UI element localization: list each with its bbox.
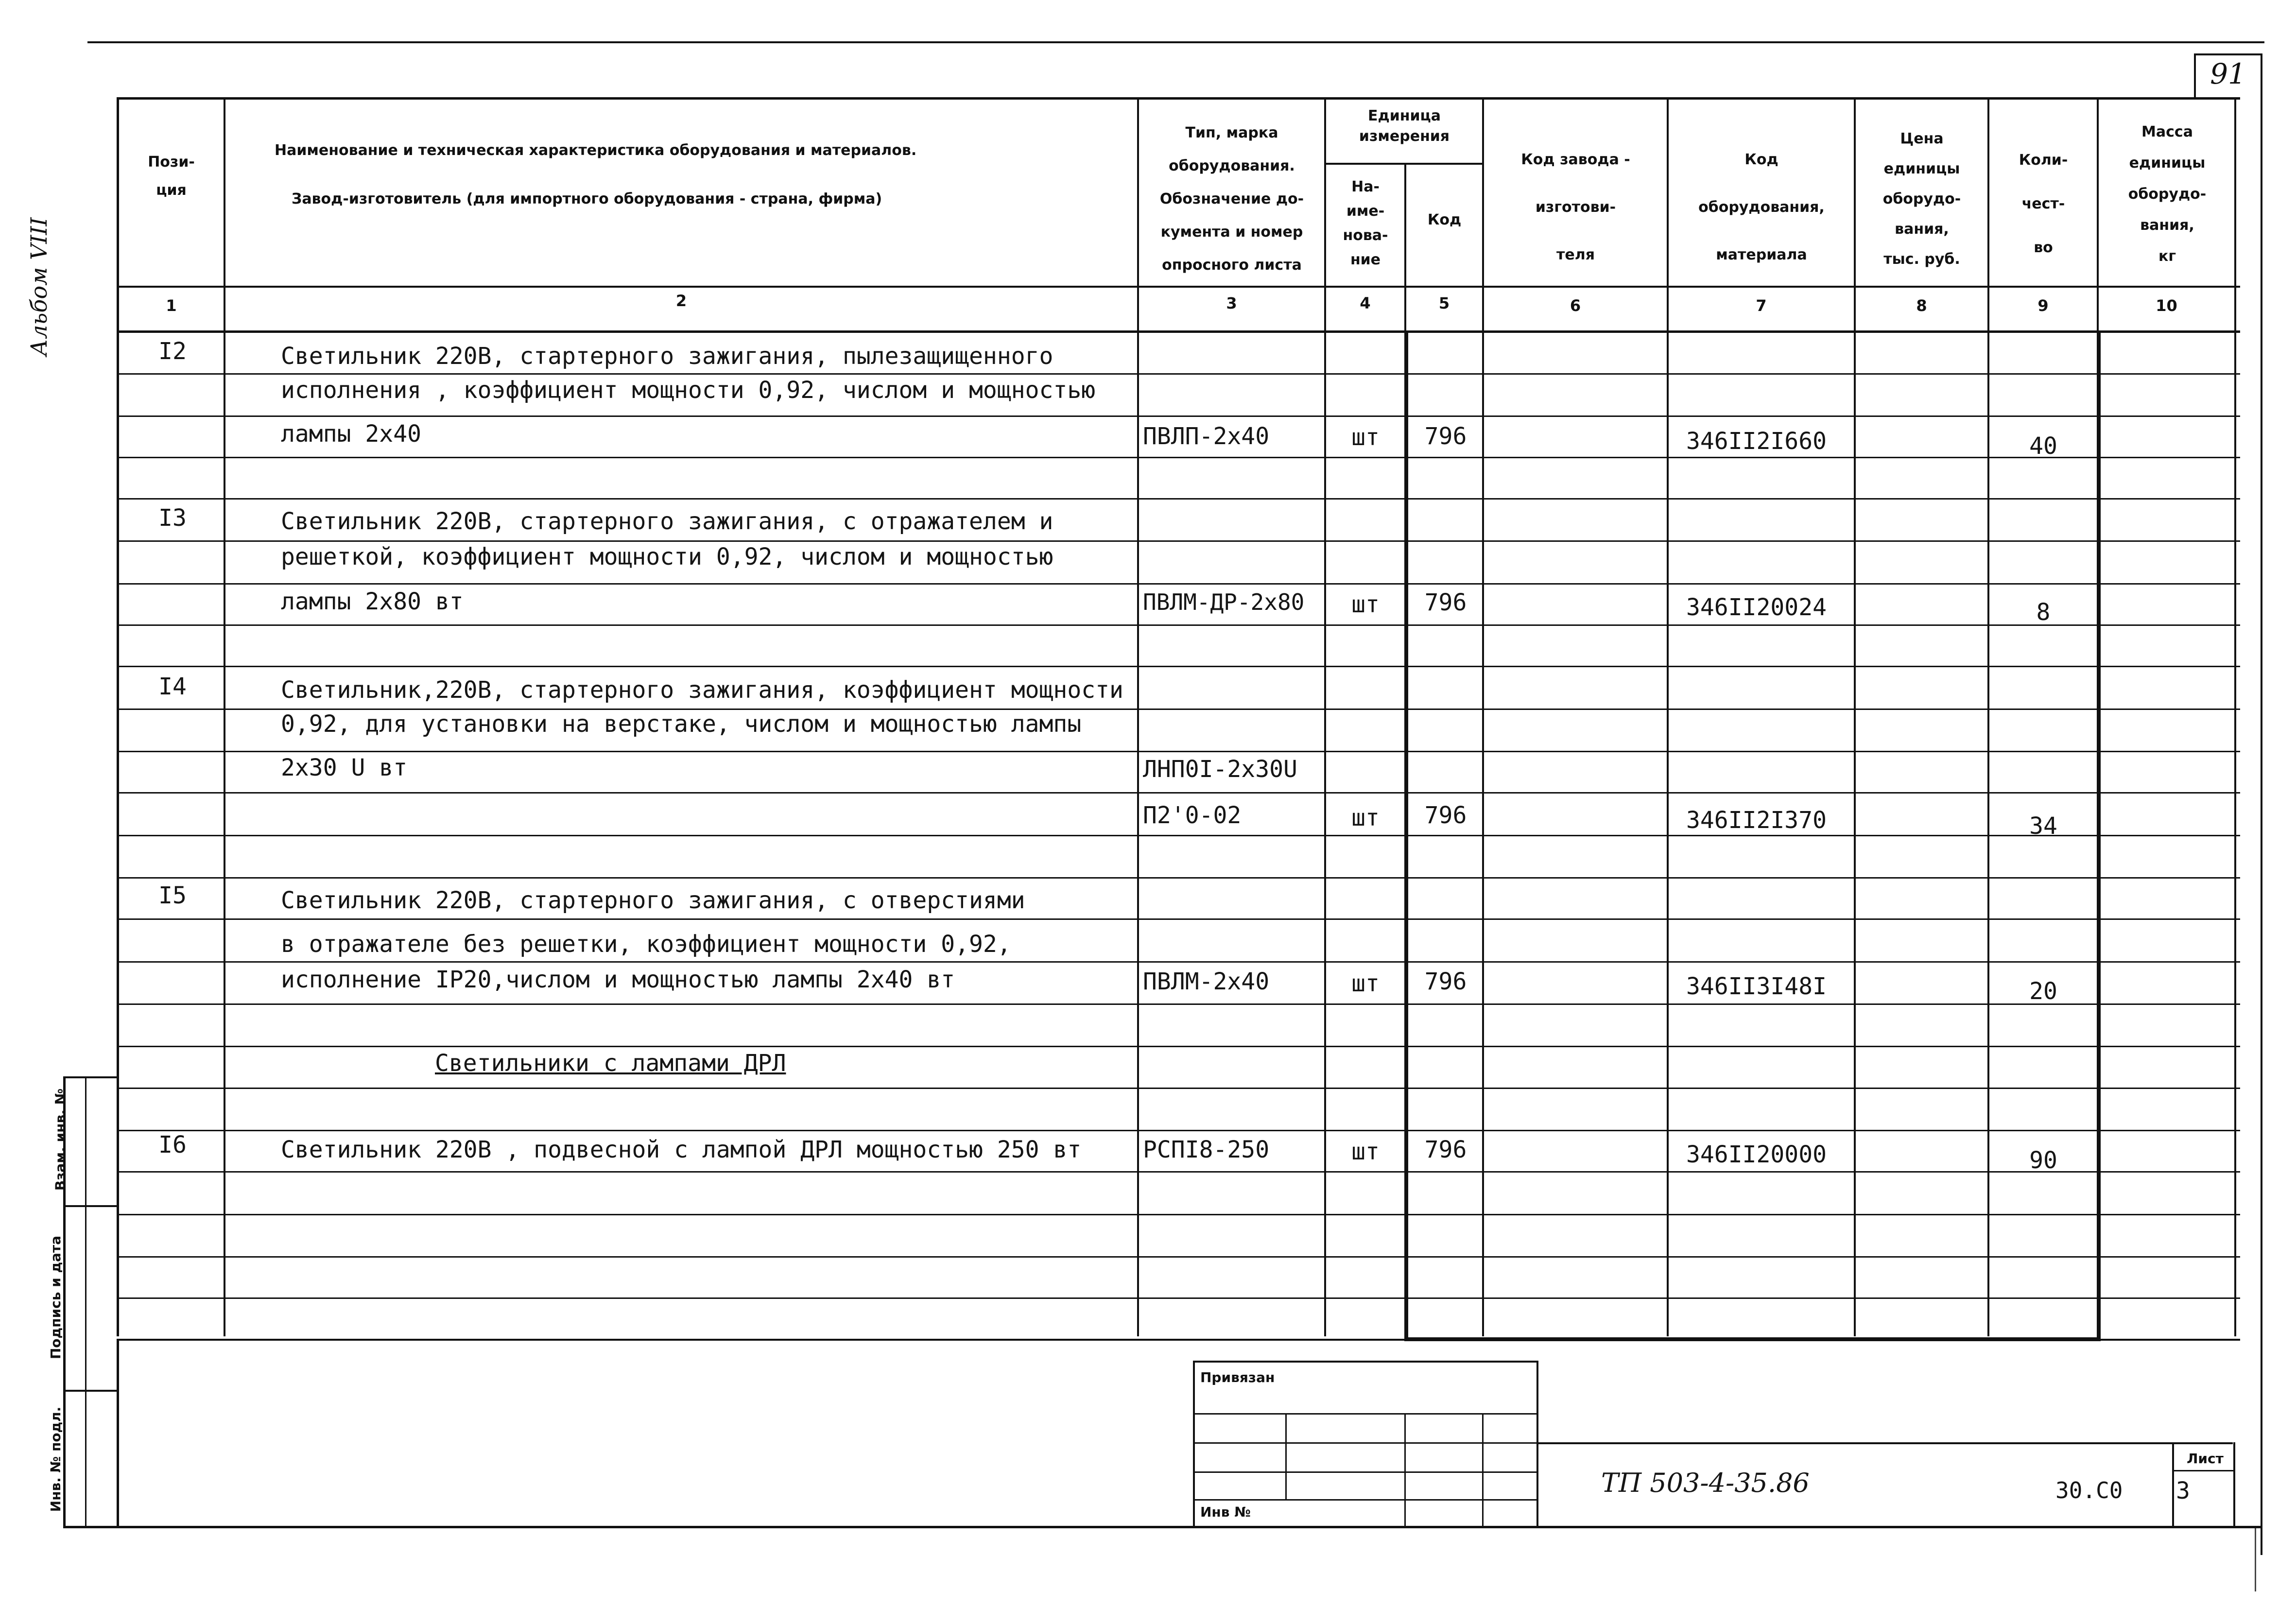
item-qty: 40 — [2029, 432, 2057, 460]
col-number-10: 10 — [2156, 296, 2177, 315]
item-desc-line: лампы 2х80 вт — [281, 588, 464, 615]
bound-stamp-row — [1193, 1499, 1538, 1501]
row-line — [117, 1214, 2240, 1215]
item-desc-line: лампы 2х40 — [281, 420, 421, 448]
header-col2-line1: Наименование и техническая характеристика оборудования и материалов. — [275, 142, 917, 159]
item-unit: шт — [1351, 424, 1380, 451]
item-unit: шт — [1351, 591, 1380, 618]
bound-stamp-col — [1285, 1413, 1287, 1501]
header-col7: Код оборудования, материала — [1698, 151, 1825, 263]
row-line — [117, 457, 2240, 458]
item-unit-code: 796 — [1424, 968, 1467, 995]
page-number-box-left — [2194, 53, 2196, 98]
col-sep-7 — [1854, 97, 1856, 1336]
bound-stamp-top — [1193, 1361, 1538, 1363]
item-code: 346II20000 — [1686, 1141, 1827, 1168]
item-desc-line: исполнения , коэффициент мощности 0,92, числом и мощностью — [281, 377, 1096, 404]
item-type: ПВЛМ-ДР-2х80 — [1143, 589, 1305, 615]
title-block-line — [1538, 1442, 2233, 1444]
row-line — [117, 877, 2240, 879]
row-line — [117, 1171, 2240, 1173]
header-col1: Пози- ция — [148, 154, 195, 199]
row-line — [117, 751, 2240, 752]
item-pos: I6 — [158, 1131, 187, 1158]
item-desc-line: исполнение IP20,числом и мощностью лампы 2х40 вт — [281, 966, 955, 993]
item-code: 346II2I660 — [1686, 428, 1827, 455]
col-sep-8 — [1987, 97, 1989, 1336]
row-line — [117, 1003, 2240, 1005]
side-stamp-sep1 — [63, 1205, 119, 1207]
header-col2-line2: Завод-изготовитель (для импортного оборудования - страна, фирма) — [292, 190, 882, 207]
header-bottom-line — [117, 286, 2240, 288]
bound-stamp-col — [1404, 1413, 1406, 1527]
table-frame-left — [117, 97, 119, 1336]
row-line — [117, 835, 2240, 836]
col-number-8: 8 — [1916, 296, 1927, 315]
item-qty: 20 — [2029, 978, 2057, 1005]
item-desc-line: Светильник 220В, стартерного зажигания, с отражателем и — [281, 508, 1053, 535]
doc-code: ТП 503-4-35.86 — [1601, 1468, 1810, 1498]
row-line — [117, 583, 2240, 585]
bound-stamp-row — [1193, 1442, 1538, 1444]
item-unit-code: 796 — [1424, 802, 1467, 829]
item-code: 346II3I48I — [1686, 973, 1827, 1000]
item-desc-line: Светильник 220В, стартерного зажигания, пылезащищенного — [281, 343, 1053, 370]
item-pos: I3 — [158, 504, 187, 532]
item-qty: 90 — [2029, 1147, 2057, 1174]
item-type-line2: П2'0-02 — [1143, 802, 1242, 829]
item-desc-line: Светильник 220В, стартерного зажигания, с отверстиями — [281, 887, 1025, 914]
item-desc-line: решеткой, коэффициент мощности 0,92, числом и мощностью — [281, 543, 1053, 570]
col-sep-3 — [1324, 97, 1326, 1336]
row-line — [117, 373, 2240, 375]
item-desc-line: Светильник 220В , подвесной с лампой ДРЛ мощностью 250 вт — [281, 1136, 1082, 1163]
sheet-code: 30.С0 — [2055, 1477, 2123, 1503]
page-number-box-right — [2261, 53, 2262, 1555]
archive-note: Альбом VIII — [26, 217, 52, 356]
row-line — [117, 666, 2240, 667]
table-frame-top — [117, 97, 2240, 100]
row-line — [117, 624, 2240, 626]
sheet-number: 3 — [2176, 1477, 2190, 1504]
col-sep-10 — [2234, 97, 2236, 1336]
right-margin-tick — [2255, 1528, 2256, 1591]
col-number-2: 2 — [675, 292, 687, 310]
bound-stamp-right — [1536, 1361, 1538, 1528]
side-label-inv-orig: Инв. № подл. — [48, 1406, 64, 1512]
col-number-5: 5 — [1438, 294, 1450, 312]
item-desc-line: Светильник,220В, стартерного зажигания, коэффициент мощности — [281, 676, 1123, 704]
side-stamp-inner — [85, 1076, 86, 1528]
side-stamp-top — [63, 1076, 119, 1078]
bottom-frame — [63, 1526, 2262, 1528]
inv-label: Инв № — [1200, 1504, 1251, 1520]
side-stamp-right — [117, 1339, 119, 1528]
sheet-box-mid — [2172, 1470, 2235, 1471]
item-type: ПВЛМ-2х40 — [1143, 968, 1270, 995]
header-col8: Цена единицы оборудо- вания, тыс. руб. — [1882, 130, 1961, 268]
section-heading: Светильники с лампами ДРЛ — [435, 1050, 786, 1077]
row-line — [117, 498, 2240, 500]
header-col10: Масса единицы оборудо- вания, кг — [2128, 123, 2207, 265]
sheet-label: Лист — [2187, 1451, 2224, 1467]
header-col9: Коли- чест- во — [2019, 152, 2068, 256]
sheet-box-left — [2172, 1442, 2174, 1527]
row-line — [117, 961, 2240, 963]
item-pos: I2 — [158, 338, 187, 365]
col-number-1: 1 — [166, 296, 177, 315]
item-unit-code: 796 — [1424, 589, 1467, 616]
side-label-inv-repl: Взам. инв. № — [52, 1088, 69, 1191]
item-qty: 34 — [2029, 812, 2057, 840]
top-rule — [87, 41, 2264, 43]
item-type: РСПI8-250 — [1143, 1136, 1270, 1163]
item-code: 346II2I370 — [1686, 807, 1827, 834]
page-number-box-top — [2194, 53, 2262, 55]
row-line — [117, 918, 2240, 920]
row-line — [117, 415, 2240, 417]
item-unit-code: 796 — [1424, 423, 1467, 450]
header-col6: Код завода - изготови- теля — [1521, 151, 1630, 263]
col-number-6: 6 — [1570, 296, 1581, 315]
item-type: ЛНП0I-2х30U — [1143, 756, 1297, 783]
row-line — [117, 792, 2240, 794]
row-line — [117, 708, 2240, 710]
header-col4: На- име- нова- ние — [1343, 178, 1388, 268]
unit-group-split — [1324, 163, 1484, 165]
colnum-bottom-line — [117, 330, 2240, 333]
bound-stamp-left — [1193, 1361, 1195, 1528]
item-desc-line: 2х30 U вт — [281, 754, 408, 781]
item-type: ПВЛП-2х40 — [1143, 423, 1270, 450]
row-line — [117, 1339, 2240, 1341]
row-line — [117, 1297, 2240, 1299]
side-stamp-sep2 — [63, 1390, 119, 1392]
page-number: 91 — [2210, 57, 2246, 90]
col-number-4: 4 — [1360, 294, 1371, 312]
item-code: 346II20024 — [1686, 594, 1827, 621]
col-sep-1 — [224, 97, 225, 1336]
bound-stamp-row — [1193, 1471, 1538, 1473]
bound-label: Привязан — [1200, 1369, 1275, 1385]
item-pos: I4 — [158, 673, 187, 700]
item-unit-code: 796 — [1424, 1136, 1467, 1163]
col-number-7: 7 — [1756, 296, 1767, 315]
col-sep-2 — [1137, 97, 1139, 1336]
header-unit-group: Единица измерения — [1359, 107, 1450, 145]
item-unit: шт — [1351, 804, 1380, 831]
col-number-3: 3 — [1226, 294, 1237, 312]
item-desc-line: в отражателе без решетки, коэффициент мощности 0,92, — [281, 931, 1011, 958]
bound-stamp-row — [1193, 1413, 1538, 1415]
item-pos: I5 — [158, 882, 187, 909]
row-line — [117, 540, 2240, 542]
row-line — [117, 1046, 2240, 1047]
row-line — [117, 1256, 2240, 1258]
header-col5: Код — [1427, 211, 1462, 228]
side-label-sign-date: Подпись и дата — [48, 1235, 64, 1360]
item-unit: шт — [1351, 1138, 1380, 1165]
bound-stamp-col — [1482, 1413, 1484, 1527]
item-qty: 8 — [2036, 599, 2051, 626]
item-desc-line: 0,92, для установки на верстаке, числом и мощностью лампы — [281, 710, 1082, 738]
header-col3: Тип, марка оборудования. Обозначение до- кумента и номер опросного листа — [1159, 124, 1304, 274]
row-line — [117, 1088, 2240, 1089]
col-sep-5 — [1482, 97, 1484, 1336]
col-number-9: 9 — [2037, 296, 2049, 315]
col-sep-6 — [1667, 97, 1669, 1336]
item-unit: шт — [1351, 970, 1380, 997]
row-line — [117, 1130, 2240, 1131]
